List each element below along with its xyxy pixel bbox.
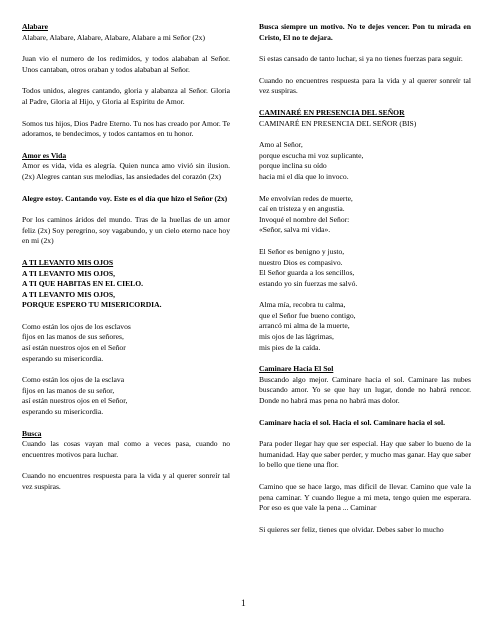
stanza-line: mis ojos de las lágrimas, <box>259 332 334 342</box>
stanza-line: Alma mía, recobra tu calma, <box>259 300 346 310</box>
stanza-line: caí en tristeza y en angustia. <box>259 204 345 214</box>
stanza-line: «Señor, salva mi vida». <box>259 225 331 235</box>
verse-stanza <box>22 375 230 417</box>
verse-paragraph: Camino que se hace largo, mas difícil de llevar. Camino que vale la pena caminar. Y cuando llegue a mi meta, tengo quien me esperara. Por eso es que vale la pena ... Caminar <box>259 482 471 513</box>
chorus-paragraph: Caminare hacia el sol. Hacia el sol. Caminare hacia el sol. <box>259 417 445 427</box>
verse-paragraph: Si quieres ser feliz, tienes que olvidar. Debes saber lo mucho <box>259 524 444 534</box>
stanza-line: Como están los ojos de la esclava <box>22 375 125 385</box>
verse-paragraph: Todos unidos, alegres cantando, gloria y alabanza al Señor. Gloria al Padre, Gloria al Hijo, y Gloria al Espíritu de Amor. <box>22 86 230 106</box>
page-number: 1 <box>241 599 246 609</box>
verse-stanza <box>259 140 471 182</box>
chorus-paragraph: Alegre estoy. Cantando voy. Este es el día que hizo el Señor (2x) <box>22 193 228 203</box>
verse-paragraph: Somos tus hijos, Dios Padre Eterno. Tu nos has creado por Amor. Te adoramos, te bendecimos, y todos cantamos en tu honor. <box>22 118 230 139</box>
stanza-line: así están nuestros ojos en el Señor, <box>22 396 128 406</box>
song-title: Alabare <box>22 22 49 31</box>
stanza-line: Me envolvían redes de muerte, <box>259 193 353 203</box>
stanza-line: El Señor es benigno y justo, <box>259 246 345 256</box>
stanza-line: esperando su misericordia. <box>22 407 104 417</box>
verse-paragraph: Juan vio el numero de los redimidos, y todos alababan al Señor. Unos cantaban, otros oraban y todos alababan al Señor. <box>22 54 230 74</box>
left-column <box>22 22 230 504</box>
stanza-line: Invoqué el nombre del Señor: <box>259 214 350 224</box>
stanza-line: A TI LEVANTO MIS OJOS, <box>22 268 116 278</box>
stanza-line: mis pies de la caída. <box>259 342 321 352</box>
stanza-line: A TI QUE HABITAS EN EL CIELO. <box>22 279 144 289</box>
verse-paragraph: Buscando algo mejor. Caminare hacia el sol. Caminare las nubes buscando amor. Yo se que hay un lugar, donde no habrá rencor. Donde no habrá mas pena no habrá mas dolor. <box>259 374 471 406</box>
verse-paragraph: Cuando no encuentres respuesta para la vida y al querer sonreír tal vez suspiras. <box>22 471 230 491</box>
stanza-line: Como están los ojos de los esclavos <box>22 321 131 331</box>
stanza-line: El Señor guarda a los sencillos, <box>259 268 355 278</box>
verse-stanza <box>259 194 471 236</box>
verse-paragraph: Para poder llegar hay que ser especial. Hay que saber lo bueno de la humanidad. Hay que saber perder, y mucho mas ganar. Hay que saber lo bello que tiene una flor. <box>259 439 471 470</box>
verse-paragraph: CAMINARÉ EN PRESENCIA DEL SEÑOR (BIS) <box>259 118 417 128</box>
song-title: CAMINARÉ EN PRESENCIA DEL SEÑOR <box>259 107 405 117</box>
chorus-paragraph: Busca siempre un motivo. No te dejes vencer. Pon tu mirada en Cristo, El no te dejara. <box>259 22 471 42</box>
stanza-line: nuestro Dios es compasivo. <box>259 257 343 267</box>
verse-paragraph: Alabare, Alabare, Alabare, Alabare, Alabare a mi Señor (2x) <box>22 32 206 42</box>
stanza-line: esperando su misericordia. <box>22 353 104 363</box>
verse-stanza <box>22 322 230 364</box>
verse-paragraph: Cuando las cosas vayan mal como a veces pasa, cuando no encuentres motivos para luchar. <box>22 439 230 459</box>
stanza-line: hacia mi el día que lo invoco. <box>259 171 349 181</box>
chorus-stanza <box>22 269 230 311</box>
stanza-line: porque escucha mi voz suplicante, <box>259 150 364 160</box>
song-title: Amor es Vida <box>22 150 67 160</box>
verse-paragraph: Si estas cansado de tanto luchar, si ya no tienes fuerzas para seguir. <box>259 54 463 64</box>
stanza-line: fijos en las manos de sus señores, <box>22 332 124 342</box>
stanza-line: Amo al Señor, <box>259 140 303 150</box>
song-title: Caminare Hacia El Sol <box>259 364 334 374</box>
stanza-line: PORQUE ESPERO TU MISERICORDIA. <box>22 300 162 310</box>
song-title: Busca <box>22 428 42 438</box>
verse-stanza <box>259 247 471 289</box>
verse-paragraph: Por los caminos áridos del mundo. Tras de la huellas de un amor feliz (2x) Soy peregrino, soy vagabundo, y un cielo eterno nace hoy en mi (2x) <box>22 215 230 246</box>
stanza-line: que el Señor fue bueno contigo, <box>259 310 356 320</box>
stanza-line: porque inclina su oído <box>259 161 327 171</box>
song-title: A TI LEVANTO MIS OJOS <box>22 257 114 267</box>
verse-paragraph: Amor es vida, vida es alegría. Quien nunca amo vivió sin ilusion. (2x) Alegres cantan sus melodias, las ansiedades del corazón (2x) <box>22 161 230 181</box>
stanza-line: así están nuestros ojos en el Señor <box>22 343 126 353</box>
right-column <box>259 22 471 546</box>
stanza-line: A TI LEVANTO MIS OJOS, <box>22 289 116 299</box>
verse-paragraph: Cuando no encuentres respuesta para la vida y al querer sonreír tal vez suspiras. <box>259 75 471 96</box>
stanza-line: estando yo sin fuerzas me salvó. <box>259 278 358 288</box>
verse-stanza <box>259 300 471 353</box>
stanza-line: arrancó mi alma de la muerte, <box>259 321 350 331</box>
stanza-line: fijos en las manos de su señor, <box>22 385 115 395</box>
